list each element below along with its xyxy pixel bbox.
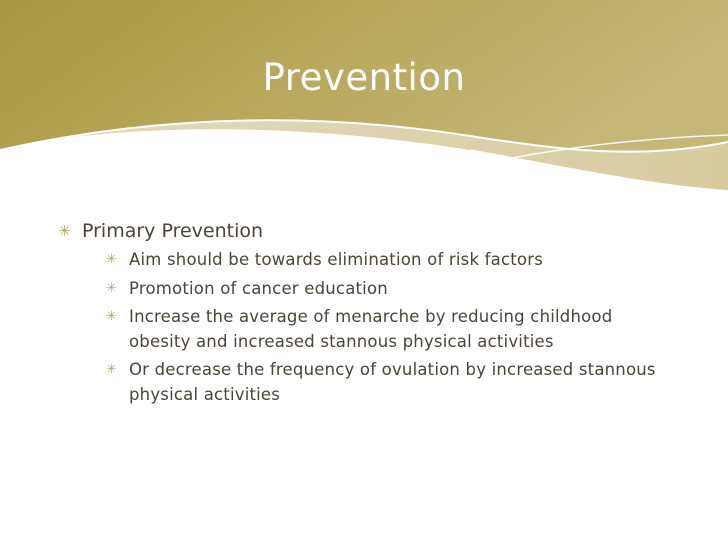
sub-bullet-text: Increase the average of menarche by reducing childhood obesity and increased stannous physical activities xyxy=(129,307,613,351)
asterisk-bullet-icon: ✳ xyxy=(58,222,71,240)
sub-bullet-item xyxy=(106,358,678,407)
asterisk-bullet-icon: ✳ xyxy=(106,309,118,324)
sub-bullet-item xyxy=(106,248,678,273)
sub-bullet-text: Or decrease the frequency of ovulation by increased stannous physical activities xyxy=(129,360,656,404)
asterisk-bullet-icon: ✳ xyxy=(106,280,118,296)
sub-bullet-text: Aim should be towards elimination of risk factors xyxy=(129,250,543,269)
asterisk-bullet-icon: ✳ xyxy=(106,252,118,267)
bullet-item-primary-prevention xyxy=(58,218,678,407)
bullet-text: Primary Prevention xyxy=(82,220,264,242)
sub-bullet-text: Promotion of cancer education xyxy=(129,278,388,298)
sub-bullet-list xyxy=(82,248,678,407)
bullet-content xyxy=(58,218,678,411)
slide-title: Prevention xyxy=(262,56,466,99)
asterisk-bullet-icon: ✳ xyxy=(106,362,118,377)
sub-bullet-item xyxy=(106,305,678,354)
sub-bullet-item xyxy=(106,277,678,302)
